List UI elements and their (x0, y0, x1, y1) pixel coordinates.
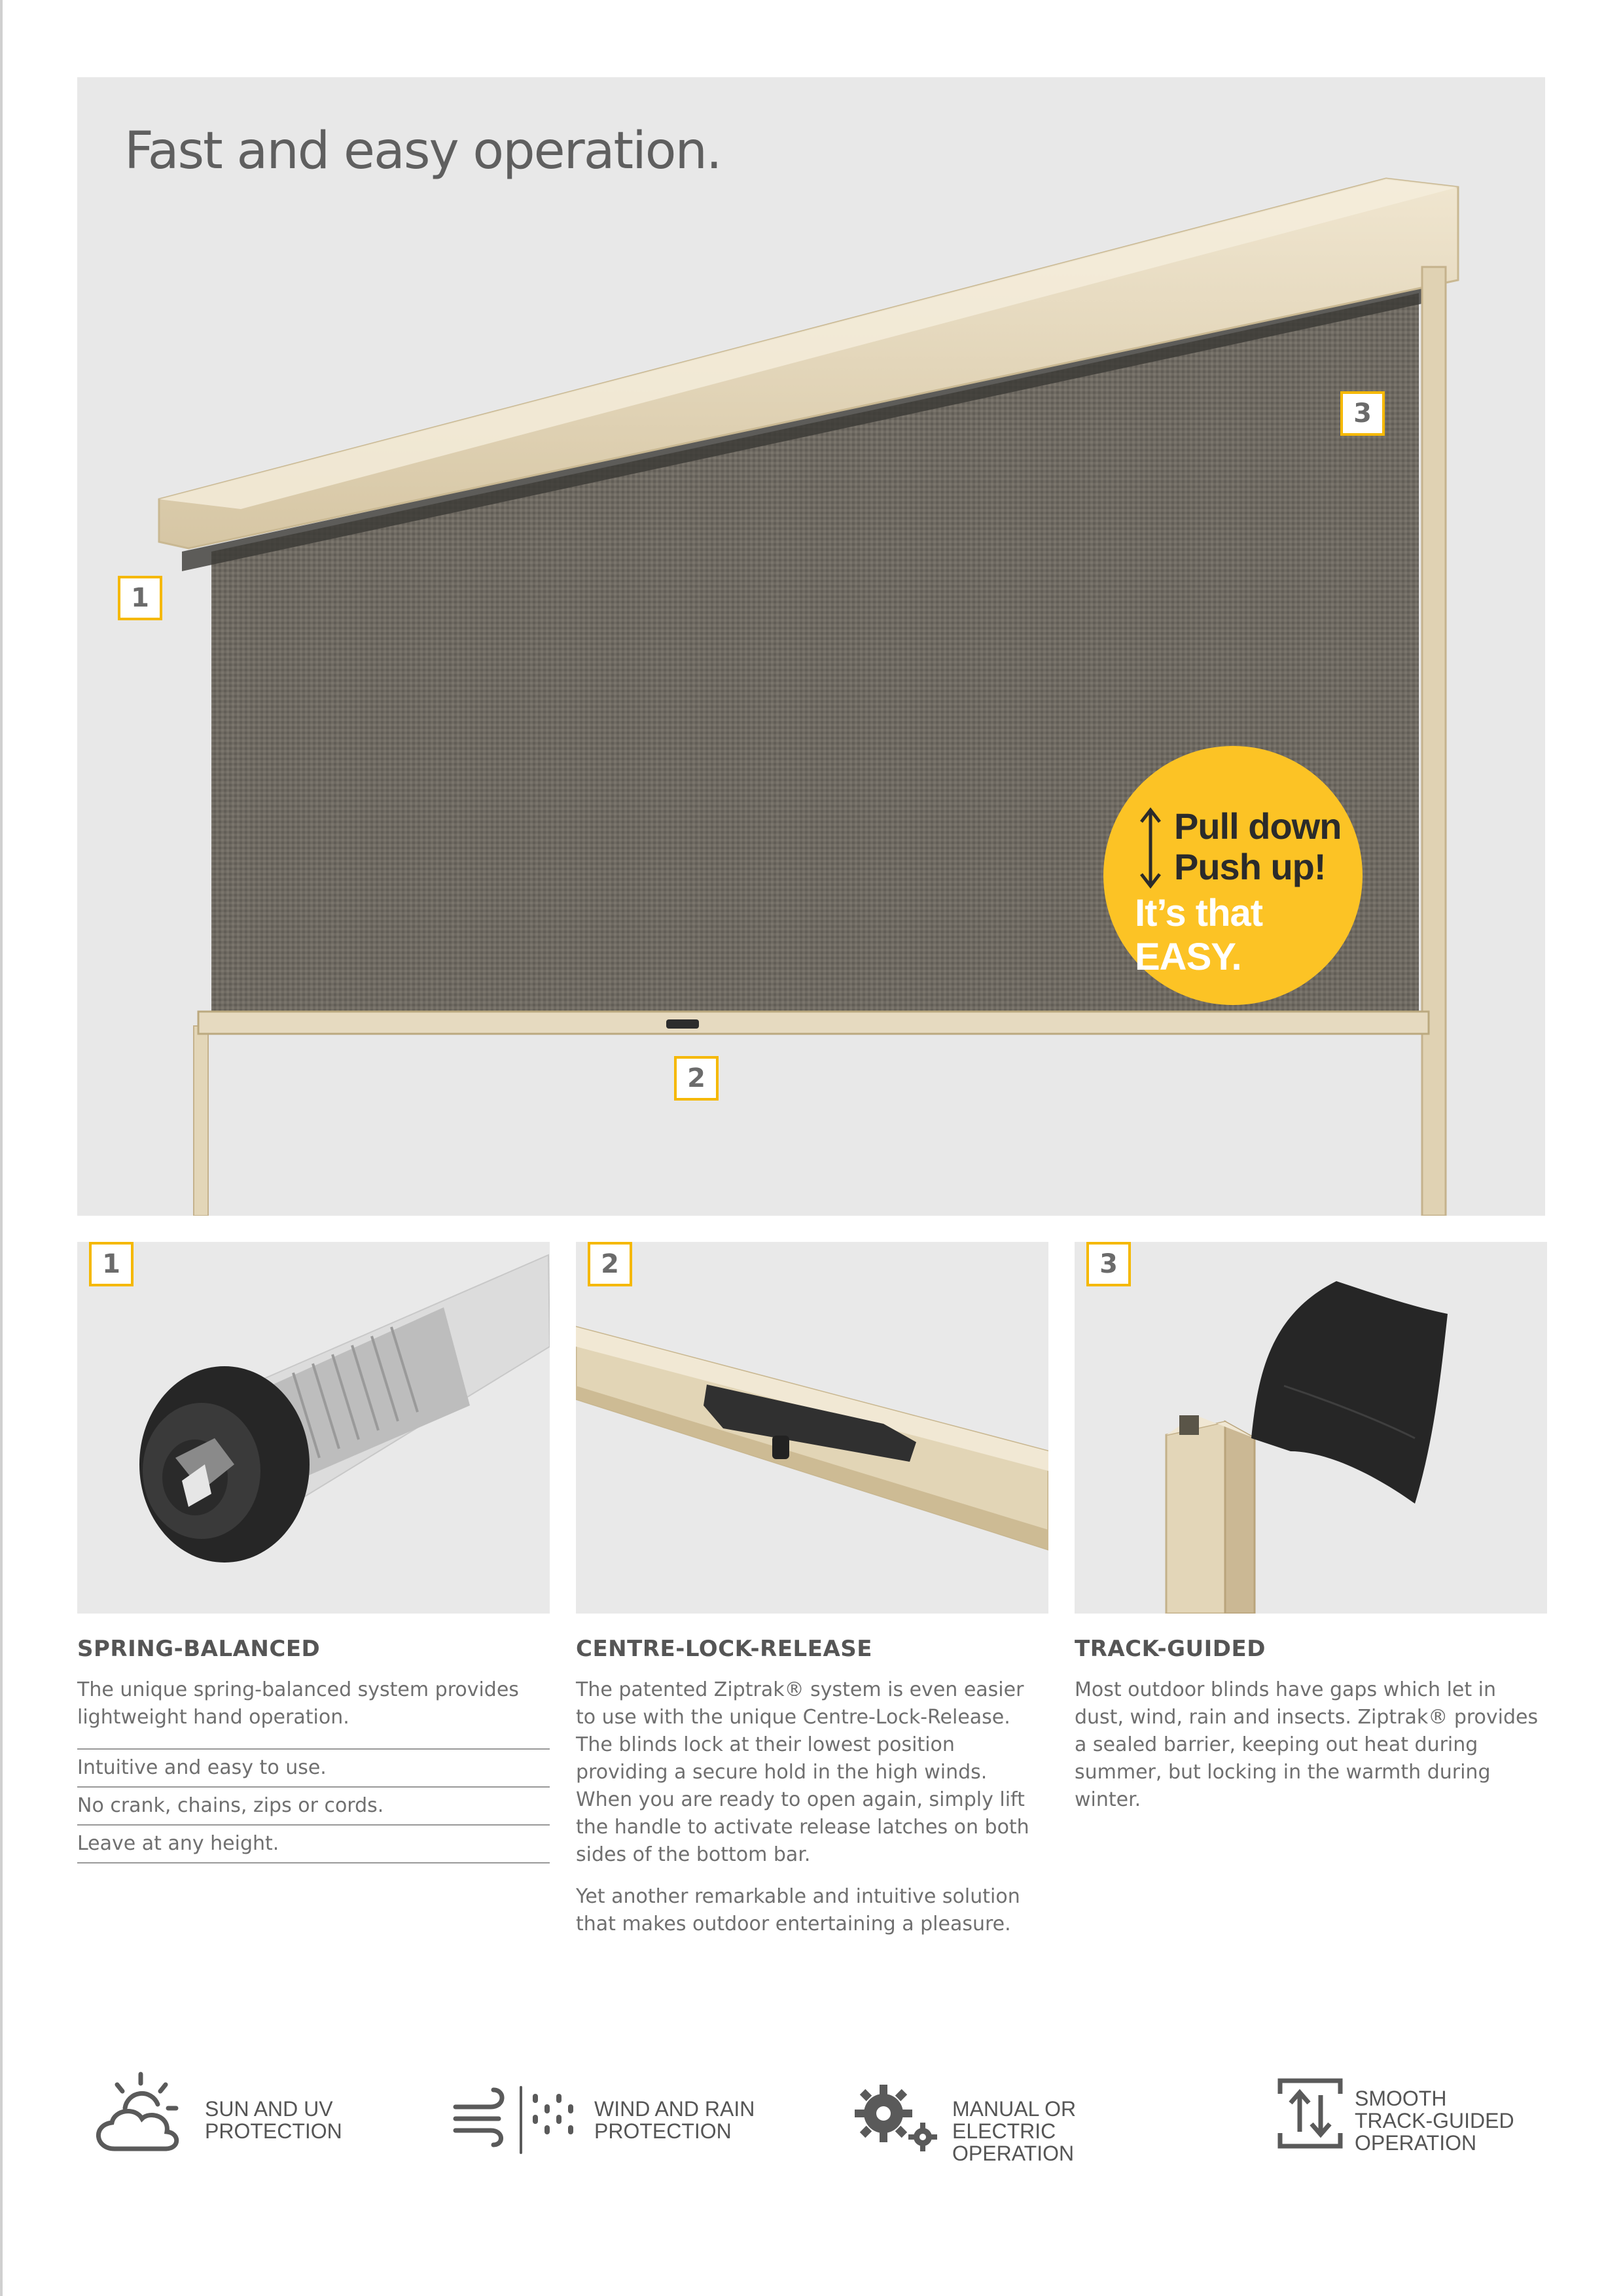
callout-2: 2 (674, 1056, 719, 1101)
benefit-label: MANUAL OR ELECTRIC OPERATION (952, 2097, 1077, 2165)
benefit-wind-rain (452, 2068, 766, 2159)
feature-heading: TRACK-GUIDED (1075, 1636, 1266, 1662)
spring-mechanism-illustration (77, 1242, 550, 1614)
feature-image-track (1075, 1242, 1547, 1614)
feature-column-track (1075, 1636, 1547, 1814)
callout-3: 3 (1340, 391, 1385, 436)
feature-description: Yet another remarkable and intuitive solution that makes outdoor entertaining a pleasure. (576, 1885, 1020, 1935)
benefit-label: WIND AND RAIN PROTECTION (594, 2097, 755, 2143)
easy-badge (1103, 746, 1363, 1005)
feature-column-lock (576, 1636, 1048, 1938)
track-guide-illustration (1075, 1242, 1547, 1614)
up-down-track-icon (1275, 2068, 1347, 2159)
blind-illustration (77, 77, 1545, 1216)
hero-panel (77, 77, 1545, 1216)
badge-line-2: Push up! (1174, 846, 1326, 887)
centre-lock-illustration (576, 1242, 1048, 1614)
left-post (194, 1026, 208, 1216)
feature-image-spring (77, 1242, 550, 1614)
feature-number-2: 2 (588, 1242, 632, 1286)
feature-number-3: 3 (1086, 1242, 1131, 1286)
benefit-manual-electric (851, 2068, 1191, 2165)
wind-rain-icon (452, 2068, 576, 2159)
feature-heading: SPRING-BALANCED (77, 1636, 321, 1662)
feature-heading: CENTRE-LOCK-RELEASE (576, 1636, 872, 1662)
badge-line-3: It’s that EASY. (1135, 892, 1263, 978)
feature-description: The unique spring-balanced system provides lightweight hand operation. (77, 1678, 519, 1729)
feature-number-1: 1 (89, 1242, 134, 1286)
gears-icon (851, 2068, 942, 2159)
feature-bullet-list (77, 1748, 550, 1863)
bottom-bar-handle (666, 1019, 699, 1029)
feature-column-spring (77, 1636, 550, 1863)
benefit-sun-uv (88, 2068, 363, 2159)
right-track (1422, 267, 1446, 1216)
feature-image-lock (576, 1242, 1048, 1614)
bottom-bar (198, 1012, 1429, 1034)
sun-cloud-icon (88, 2068, 193, 2159)
bullet-item: No crank, chains, zips or cords. (77, 1788, 550, 1826)
callout-1: 1 (118, 576, 162, 620)
page-edge (0, 0, 3, 2296)
up-down-arrow-icon (1137, 806, 1164, 890)
feature-description: The patented Ziptrak® system is even easier to use with the unique Centre-Lock-Release. The blinds lock at their lowest position providing a secure hold in the high winds. When you are ready to open again, simply lift the handle to activate release latches on both sides of the bottom bar. (576, 1678, 1029, 1866)
bullet-item: Intuitive and easy to use. (77, 1750, 550, 1788)
benefit-track-guided (1275, 2068, 1550, 2159)
page-title: Fast and easy operation. (124, 122, 721, 181)
benefit-label: SMOOTH TRACK-GUIDED OPERATION (1355, 2087, 1514, 2155)
bullet-item: Leave at any height. (77, 1826, 550, 1863)
feature-description: Most outdoor blinds have gaps which let in dust, wind, rain and insects. Ziptrak® provides a sealed barrier, keeping out heat during summer, but locking in the warmth during winter. (1075, 1678, 1539, 1811)
benefit-label: SUN AND UV PROTECTION (205, 2097, 342, 2143)
badge-line-1: Pull down (1174, 805, 1342, 847)
